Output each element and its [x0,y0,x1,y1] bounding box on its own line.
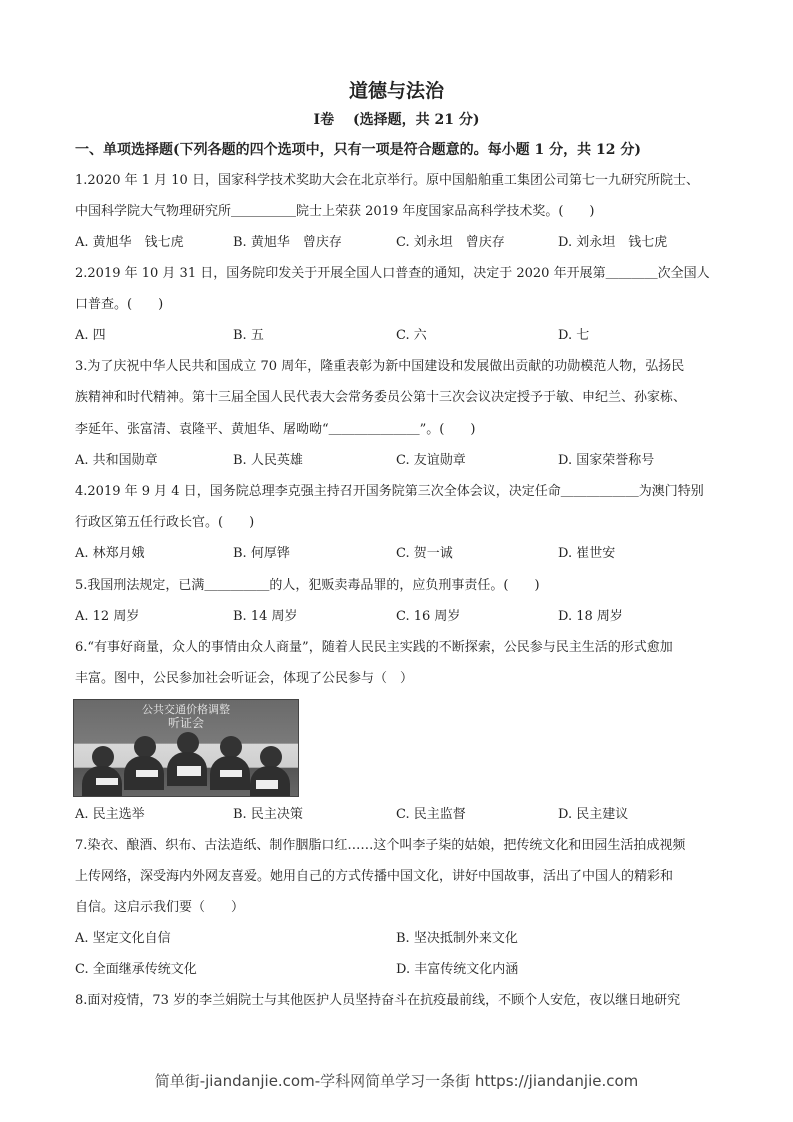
q7-line: 自信。这启示我们要（ ） [75,900,245,915]
q4-line: 4.2019 年 9 月 4 日，国务院总理李克强主持召开国务院第三次全体会议，决定任命＿＿＿＿＿＿为澳门特别 [75,484,704,499]
q7-line: 7.染衣、酿酒、织布、古法造纸、制作胭脂口红……这个叫李子柒的姑娘，把传统文化和田园生活拍成视频 [75,838,686,853]
q1-line: 1.2020 年 1 月 10 日，国家科学技术奖助大会在北京举行。原中国船舶重工集团公司第七一九研究所院士、 [75,173,699,188]
q3-option-d: D. 国家荣誉称号 [558,453,655,468]
photo-caption: 听证会 [167,716,204,730]
footer-watermark: 简单街-jiandanjie.com-学科网简单学习一条街 https://jiandanjie.com [154,1072,639,1090]
name-tag [220,770,242,777]
q4-option-c: C. 贺一诚 [396,546,453,561]
person-icon [260,746,282,768]
page-title: 道德与法治 [348,80,444,102]
name-tag [177,766,201,776]
name-tag [136,770,158,777]
photo-caption: 公共交通价格调整 [142,703,230,716]
name-tag [96,778,118,785]
q5-option-a: A. 12 周岁 [75,609,140,624]
q4-line: 行政区第五任行政长官。( ) [75,515,255,530]
q8-line: 8.面对疫情，73 岁的李兰娟院士与其他医护人员坚持奋斗在抗疫最前线，不顾个人安危，夜以继日地研究 [75,993,681,1008]
q7-line: 上传网络，深受海内外网友喜爱。她用自己的方式传播中国文化，讲好中国故事，活出了中国人的精彩和 [75,869,674,884]
q1-option-c: C. 刘永坦 曾庆存 [396,235,505,250]
q3-line: 李延年、张富清、袁隆平、黄旭华、屠呦呦“＿＿＿＿＿＿＿”。( ) [75,422,476,437]
q3-option-c: C. 友谊勋章 [396,453,466,468]
q5-option-d: D. 18 周岁 [558,609,623,624]
q1-line: 中国科学院大气物理研究所＿＿＿＿＿院士上荣获 2019 年度国家品高科学技术奖。( ) [75,204,595,219]
q1-option-a: A. 黄旭华 钱七虎 [75,235,184,250]
q2-option-b: B. 五 [233,328,264,343]
q7-option-d: D. 丰富传统文化内涵 [396,962,519,977]
q2-option-d: D. 七 [558,328,590,343]
q5-option-b: B. 14 周岁 [233,609,298,624]
part-subtitle: Ⅰ卷 (选择题，共 21 分) [313,112,480,128]
q3-line: 3.为了庆祝中华人民共和国成立 70 周年，隆重表彰为新中国建设和发展做出贡献的功勋模范人物，弘扬民 [75,359,685,374]
q7-option-c: C. 全面继承传统文化 [75,962,197,977]
q7-option-a: A. 坚定文化自信 [75,931,171,946]
section-heading: 一、单项选择题(下列各题的四个选项中，只有一项是符合题意的。每小题 1 分，共 12 分) [75,142,641,158]
q3-option-a: A. 共和国勋章 [75,453,158,468]
q2-line: 2.2019 年 10 月 31 日，国务院印发关于开展全国人口普查的通知，决定于 2020 年开展第＿＿＿＿次全国人 [75,266,710,281]
q1-option-b: B. 黄旭华 曾庆存 [233,235,342,250]
q3-option-b: B. 人民英雄 [233,453,303,468]
person-icon [220,736,242,758]
person-icon [177,732,199,754]
q2-option-a: A. 四 [75,328,106,343]
q6-option-a: A. 民主选举 [75,807,145,822]
q6-option-d: D. 民主建议 [558,807,629,822]
q4-option-a: A. 林郑月娥 [75,546,145,561]
q6-line: 丰富。图中，公民参加社会听证会，体现了公民参与（ ） [75,671,414,686]
person-icon [134,736,156,758]
name-tag [256,780,278,789]
q6-option-b: B. 民主决策 [233,807,303,822]
q5-option-c: C. 16 周岁 [396,609,461,624]
q4-option-b: B. 何厚铧 [233,546,290,561]
q6-line: 6.“有事好商量，众人的事情由众人商量”，随着人民民主实践的不断探索，公民参与民主生活的形式愈加 [75,640,673,655]
q6-option-c: C. 民主监督 [396,807,466,822]
person-icon [92,746,114,768]
q4-option-d: D. 崔世安 [558,546,616,561]
q1-option-d: D. 刘永坦 钱七虎 [558,235,668,250]
q2-line: 口普查。( ) [75,297,164,312]
hearing-photo [73,699,299,797]
q7-option-b: B. 坚决抵制外来文化 [396,931,518,946]
q5-line: 5.我国刑法规定，已满＿＿＿＿＿的人，犯贩卖毒品罪的，应负刑事责任。( ) [75,578,540,593]
q2-option-c: C. 六 [396,328,427,343]
q3-line: 族精神和时代精神。第十三届全国人民代表大会常务委员公第十三次会议决定授予于敏、申纪兰、孙家栋、 [75,390,687,405]
